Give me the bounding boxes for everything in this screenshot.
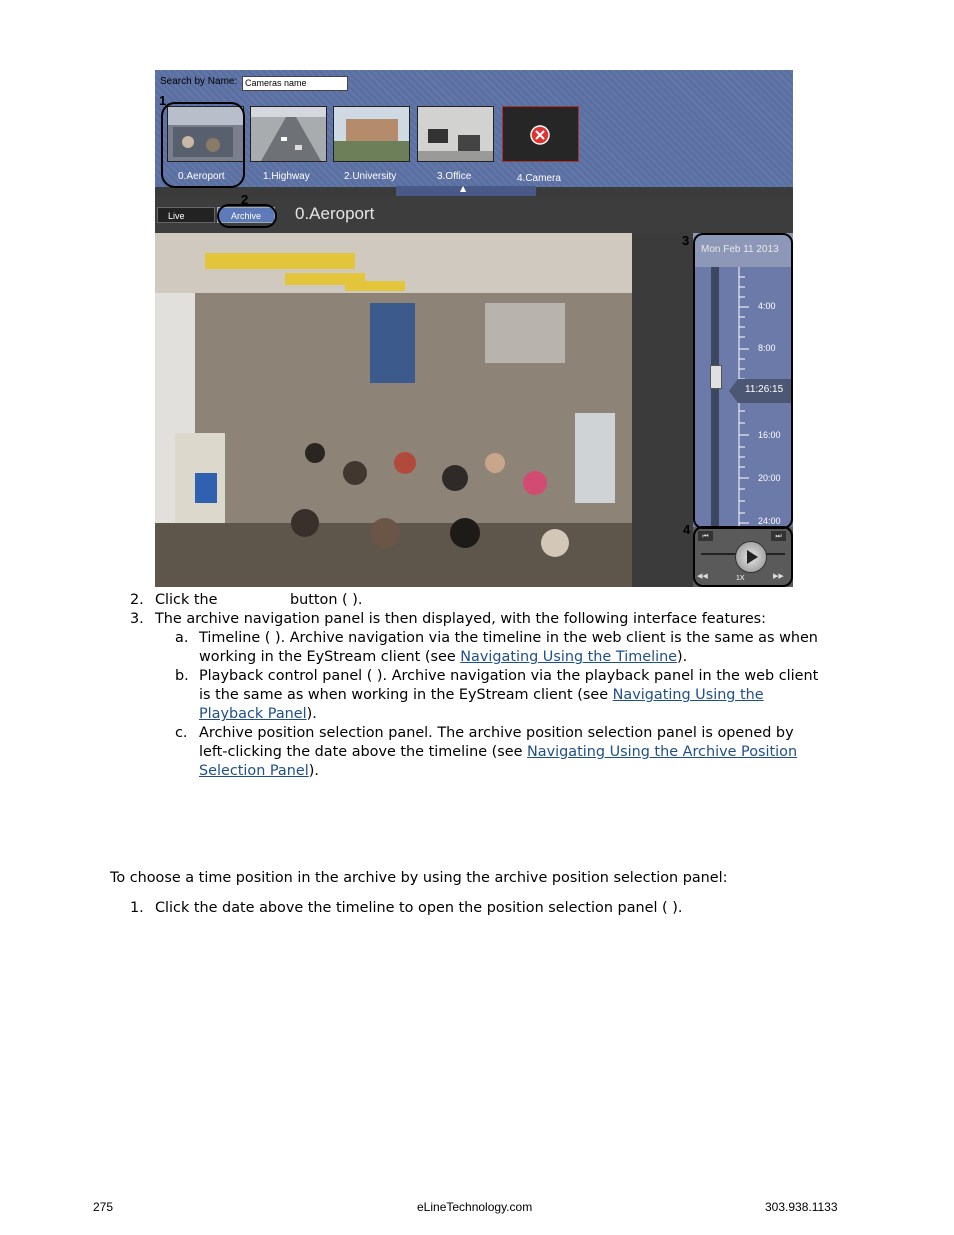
item-c-line3 [199, 762, 319, 781]
step-text: button ( ). [290, 592, 363, 608]
footer-site: eLineTechnology.com [417, 1200, 533, 1214]
link-navigating-position-panel[interactable]: Selection Panel [199, 763, 309, 779]
callout-number: 4 [683, 522, 691, 537]
list-number: 1. [130, 900, 144, 916]
timeline-date[interactable]: Mon Feb 11 2013 [701, 244, 779, 255]
list-number: 2. [130, 592, 144, 608]
step-2 [130, 591, 363, 610]
tick-label: 16:00 [758, 430, 781, 440]
step-text: Click the [155, 592, 218, 608]
camera-label-highway: 1.Highway [263, 171, 310, 182]
camera-thumb-office[interactable] [417, 106, 494, 162]
camera-label-camera: 4.Camera [517, 173, 561, 184]
fast-forward-icon[interactable]: ▶▶ [773, 572, 784, 580]
tick-label: 4:00 [758, 301, 776, 311]
step-1 [130, 899, 683, 918]
camera-thumb-highway[interactable] [250, 106, 327, 162]
item-c-line1: Archive position selection panel. The archive position selection panel is opened by [199, 725, 794, 741]
item-b-line1: Playback control panel ( ). Archive navigation via the playback panel in the web client [199, 668, 819, 684]
camera-panel [155, 70, 793, 187]
item-text: ). [677, 649, 688, 665]
callout-ring-1 [161, 102, 245, 188]
item-c-line2 [199, 743, 797, 762]
camera-title: 0.Aeroport [295, 204, 375, 223]
collapse-panel-tab[interactable] [396, 186, 536, 196]
item-text: is the same as when working in the EyStream client (see [199, 687, 613, 703]
tick-label: 20:00 [758, 473, 781, 483]
item-text: ). [308, 763, 319, 779]
list-number: 3. [130, 611, 144, 627]
archive-button[interactable]: Archive [217, 207, 275, 223]
step-text: The archive navigation panel is then displayed, with the following interface features: [155, 611, 767, 627]
list-letter: c. [175, 725, 188, 741]
camera-label-university: 2.University [344, 171, 397, 182]
callout-ring-3 [693, 233, 793, 529]
live-button[interactable]: Live [157, 207, 215, 223]
callout-ring-4 [693, 526, 793, 587]
search-label: Search by Name: [160, 76, 238, 87]
tick-label: 8:00 [758, 343, 776, 353]
item-text: ). [306, 706, 317, 722]
item-b-line2 [199, 686, 764, 705]
tick-label: 24:00 [758, 516, 781, 526]
camera-label-aeroport: 0.Aeroport [178, 171, 225, 182]
callout-number: 2 [241, 192, 249, 207]
list-letter: a. [175, 630, 189, 646]
step-3 [130, 610, 767, 629]
highway-thumb-image [251, 107, 326, 161]
page-number: 275 [93, 1200, 114, 1214]
camera-thumb-camera[interactable] [502, 106, 579, 162]
callout-number: 1 [159, 93, 167, 108]
footer-phone: 303.938.1133 [765, 1200, 838, 1214]
item-text: working in the EyStream client (see [199, 649, 461, 665]
intro-paragraph: To choose a time position in the archive by using the archive position selection panel: [110, 870, 728, 886]
link-navigating-playback[interactable]: Navigating Using the [612, 687, 764, 703]
link-navigating-playback[interactable]: Playback Panel [199, 706, 307, 722]
camera-thumb-university[interactable] [333, 106, 410, 162]
item-a-line2 [199, 648, 687, 667]
link-navigating-timeline[interactable]: Navigating Using the Timeline [460, 649, 678, 665]
link-navigating-position-panel[interactable]: Navigating Using the Archive Position [527, 744, 798, 760]
chevron-up-icon: ▲ [460, 184, 467, 193]
item-a-line1: Timeline ( ). Archive navigation via the timeline in the web client is the same as when [199, 630, 818, 646]
callout-ring-2 [217, 204, 277, 228]
camera-label-office: 3.Office [437, 171, 472, 182]
rewind-icon[interactable]: ◀◀ [697, 572, 708, 580]
list-letter: b. [175, 668, 189, 684]
airport-video-image [155, 233, 632, 587]
callout-number: 3 [682, 233, 690, 248]
office-thumb-image [418, 107, 493, 161]
search-input[interactable]: Cameras name [242, 76, 348, 91]
skip-back-icon[interactable]: ⏮ [698, 531, 713, 541]
skip-forward-icon[interactable]: ⏭ [771, 531, 786, 541]
item-b-line3 [199, 705, 317, 724]
speed-label: 1X [736, 575, 745, 582]
current-time: 11:26:15 [745, 384, 784, 395]
error-icon [503, 107, 578, 161]
university-thumb-image [334, 107, 409, 161]
item-text: left-clicking the date above the timeline (see [199, 744, 528, 760]
video-frame[interactable] [155, 233, 632, 587]
archive-screenshot [155, 70, 793, 587]
step-text: Click the date above the timeline to open the position selection panel ( ). [155, 900, 683, 916]
